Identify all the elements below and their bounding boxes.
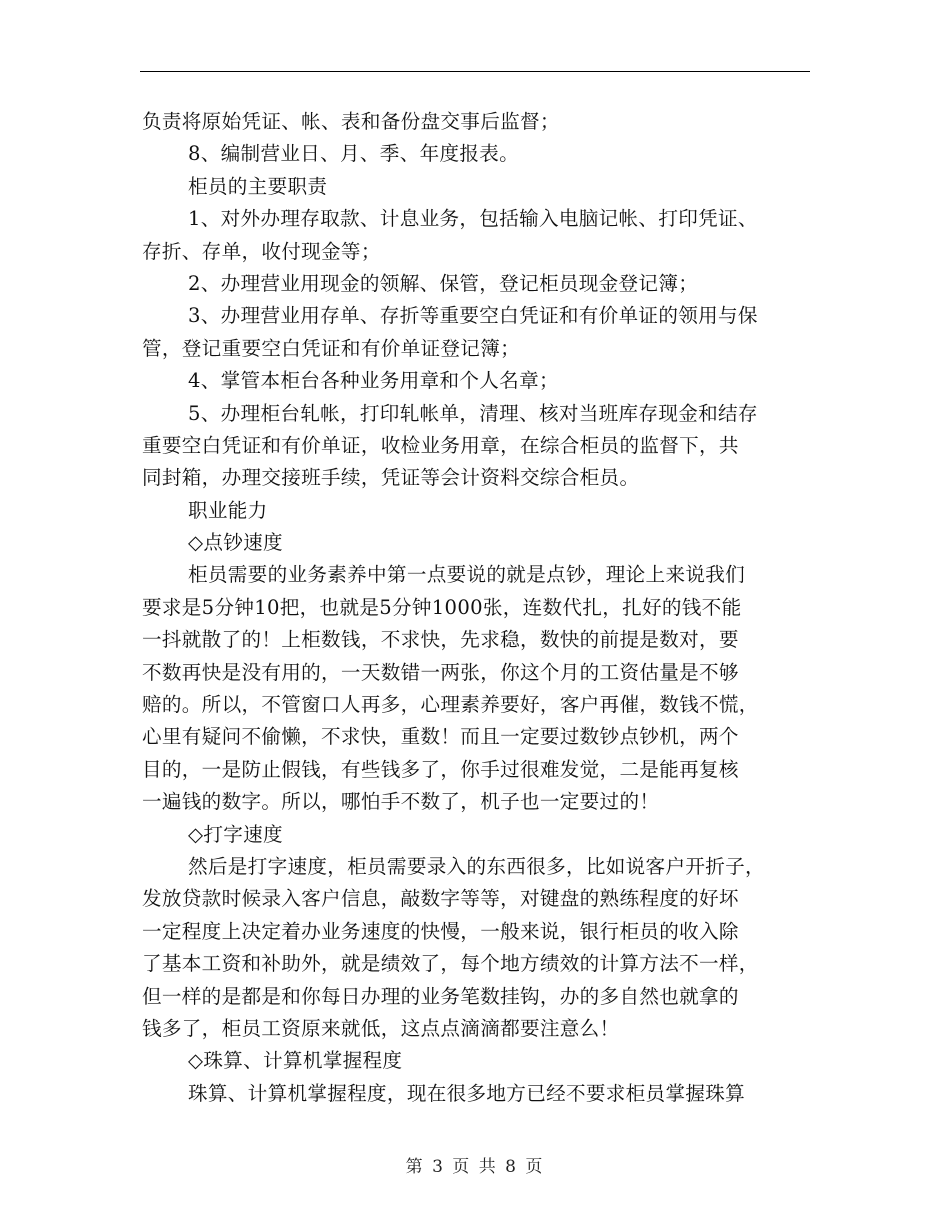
text-line: 8、编制营业日、月、季、年度报表。: [188, 142, 520, 166]
header-rule: [140, 71, 810, 72]
text-line: 柜员的主要职责: [188, 174, 328, 198]
text-line: 同封箱，办理交接班手续，凭证等会计资料交综合柜员。: [142, 466, 640, 490]
text-line: 4、掌管本柜台各种业务用章和个人名章；: [188, 369, 559, 393]
text-line: 珠算、计算机掌握程度，现在很多地方已经不要求柜员掌握珠算: [188, 1081, 746, 1105]
text-line: 目的，一是防止假钱，有些钱多了，你手过很难发觉，二是能再复核: [142, 757, 739, 781]
text-line: 发放贷款时候录入客户信息，敲数字等等，对键盘的熟练程度的好坏: [142, 887, 739, 911]
text-line: 但一样的是都是和你每日办理的业务笔数挂钩，办的多自然也就拿的: [142, 984, 739, 1008]
text-line: 了基本工资和补助外，就是绩效了，每个地方绩效的计算方法不一样，: [142, 952, 759, 976]
text-line: 赔的。所以，不管窗口人再多，心理素养要好，客户再催，数钱不慌，: [142, 693, 759, 717]
text-line: 一抖就散了的！上柜数钱，不求快，先求稳，数快的前提是数对，要: [142, 628, 739, 652]
text-line: 管，登记重要空白凭证和有价单证登记簿；: [142, 336, 520, 360]
text-line: 重要空白凭证和有价单证，收检业务用章，在综合柜员的监督下，共: [142, 433, 739, 457]
text-line: 5、办理柜台轧帐，打印轧帐单，清理、核对当班库存现金和结存: [188, 401, 758, 425]
text-line: 职业能力: [188, 498, 268, 522]
text-line: 2、办理营业用现金的领解、保管，登记柜员现金登记簿；: [188, 271, 699, 295]
text-line: ◇点钞速度: [188, 531, 283, 555]
text-line: 存折、存单，收付现金等；: [142, 239, 381, 263]
text-line: 一遍钱的数字。所以，哪怕手不数了，机子也一定要过的！: [142, 790, 660, 814]
text-line: 要求是5分钟10把，也就是5分钟1000张，连数代扎，扎好的钱不能: [142, 595, 742, 619]
text-line: 1、对外办理存取款、计息业务，包括输入电脑记帐、打印凭证、: [188, 207, 758, 231]
text-line: ◇打字速度: [188, 822, 283, 846]
text-line: ◇珠算、计算机掌握程度: [188, 1049, 403, 1073]
text-line: 钱多了，柜员工资原来就低，这点点滴滴都要注意么！: [142, 1016, 620, 1040]
text-line: 不数再快是没有用的，一天数错一两张，你这个月的工资估量是不够: [142, 660, 739, 684]
text-line: 一定程度上决定着办业务速度的快慢，一般来说，银行柜员的收入除: [142, 919, 739, 943]
document-body: [142, 106, 810, 1110]
page-number-footer: 第 3 页 共 8 页: [405, 1157, 545, 1177]
text-line: 柜员需要的业务素养中第一点要说的就是点钞，理论上来说我们: [188, 563, 746, 587]
text-line: 心里有疑问不偷懒，不求快，重数！而且一定要过数钞点钞机，两个: [142, 725, 739, 749]
text-line: 然后是打字速度，柜员需要录入的东西很多，比如说客户开折子，: [188, 854, 765, 878]
text-line: 负责将原始凭证、帐、表和备份盘交事后监督；: [142, 110, 560, 133]
text-line: 3、办理营业用存单、存折等重要空白凭证和有价单证的领用与保: [188, 304, 758, 328]
